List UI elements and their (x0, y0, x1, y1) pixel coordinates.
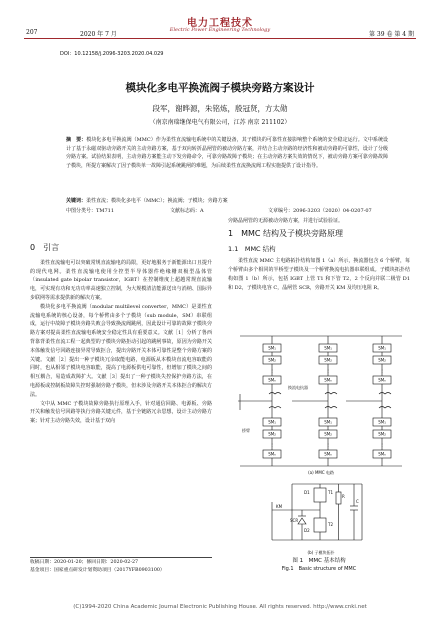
paragraph: 文中从 MMC 子模块故障旁路执行原理入手，针对通信回路、电源板、旁路开关和触发信号回路等执行旁路关键元件，基于全链路冗余思想，设计主动旁路方案；针对主动旁路失效，设计基于双向 (30, 400, 212, 425)
paragraph: 柔性直流 MMC 主电路拓扑结构如图 1（a）所示，换流器包含 6 个桥臂，每个桥臂由多个相同的半桥型子模块及一个桥臂换流电抗器串联组成。子模块拓扑结构如图 1（b）所示，包括 IGBT 上管 T1 和下管 T2，2 个反向并联二极管 D1 和 D2，子模块电容 C，晶闸管 SCR，旁路开关 KM 及均压电阻 R。 (228, 258, 410, 291)
sm-label: SM₁ (378, 419, 386, 425)
component-label: KM (276, 504, 283, 509)
sm-label: SM₂ (268, 431, 276, 437)
keywords-text: 柔性直流；模块化多电平（MMC）；换流阀；子模块；旁路方案 (86, 198, 228, 204)
keywords (66, 197, 388, 205)
figure-caption-en: Fig.1 Basic structure of MMC (281, 566, 357, 572)
clc-number: 中图分类号：TM711 (66, 208, 114, 214)
sm-label: SM₁ (378, 345, 386, 351)
sm-label: SM₁ (268, 419, 276, 425)
sm-label: SMₙ (378, 451, 386, 457)
component-label: T1 (328, 490, 333, 495)
sm-label: SM₂ (378, 357, 386, 363)
doi[interactable]: DOI：10.12158/j.2096-3203.2020.04.029 (60, 51, 164, 57)
abstract-label: 摘 要： (66, 137, 87, 143)
ellipsis: ⋮ (270, 368, 274, 373)
subsection-heading: 1.1 MMC 结构 (228, 244, 276, 253)
sm-label: SMₙ (268, 377, 276, 383)
journal-header (0, 0, 440, 52)
footnote (30, 557, 212, 574)
article-number: 文章编号：2096-3203（2020）04-0207-07 (268, 208, 372, 214)
component-label: D2 (304, 528, 310, 533)
section-heading-mmc: 1 MMC 结构及子模块旁路原理 (228, 228, 344, 238)
abstract-text: 模块化多电平换流阀（MMC）作为柔性直流输电系统中的关键设备，其子模块的可靠性直接影响整个系统的安全稳定运行。文中系统设计了基于永磁双驱动旁路开关的主动旁路方案，基于双向转折晶闸管的被动旁路方案，并结合主动旁路的经济性和被动旁路的可靠性，设计了分级旁路方案。试验结果表明，主动旁路方案能主动下发旁路命令，可靠旁路故障子模块；在主动旁路方案失效的情况下，被动旁路方案可靠旁路故障子模块，所提方案解决了因子模块单一故障引起系统跳闸的难题，为后续柔性直流换流阀工程实施提供了设计指导。 (66, 137, 388, 170)
sm-label: SMₙ (378, 377, 386, 383)
authors: 段军，谢晔源，朱铭炼，殷冠贤，方太勋 (152, 104, 288, 113)
ellipsis: ⋮ (270, 442, 274, 447)
journal-title-cn: 电力工程技术 (187, 18, 253, 29)
sm-label: SM₁ (324, 419, 332, 425)
page-number: 207 (26, 29, 38, 36)
ellipsis: ⋮ (326, 442, 330, 447)
subfigure-b-label: (b) 子模块拓扑 (307, 550, 335, 555)
sm-label: SM₁ (268, 345, 276, 351)
journal-title-en: Electric Power Engineering Technology (169, 27, 271, 33)
figure-caption-cn: 图 1 MMC 基本结构 (292, 558, 346, 564)
bridge-label: 桥臂 (242, 428, 250, 433)
intro-continuation: 旁路晶闸管的无源被动旁路方案，并进行试验验证。 (228, 218, 344, 224)
ellipsis: ⋮ (380, 442, 384, 447)
ellipsis: ⋮ (380, 368, 384, 373)
left-column (30, 240, 212, 426)
subfigure-a-label: (a) MMC 电路 (308, 470, 334, 475)
fund-info: 基金项目：国家重点研发计划资助项目（2017YFB0903100） (30, 567, 165, 573)
received-date: 收稿日期：2020-01-20；修回日期：2020-02-27 (30, 560, 139, 565)
document-code: 文献标志码：A (170, 208, 204, 214)
keywords-label: 关键词： (66, 198, 87, 204)
paragraph: 模块化多电平换流阀（modular multilevel converter，MMC）是柔性直流输电系统的核心设备，每个桥臂由多个子模块（sub module，SM）串联组成，运行中故障子模块旁路失败会导致换流阀跳闸，因此设计可靠的故障子模块旁路方案对提高柔性直流输电系统安全稳定性具有重要意义。文献［1］分析了鲁西背靠背柔性直流工程一起典型的子模块旁路拒动引起的跳闸事故，原因为旁路开关本体触发信号回路连接异常导致拒合，提出旁路开关本体可靠性是整个旁路方案的关键。文献［2］提出一种子模块冗余取能电路，电源板从本模块直流电容取能的同时，也从相邻子模块电容取能，提高了电源板供电可靠性，但增加了模块之间的相互耦合，易造成故障扩大。文献［3］提出了一种子模块失控保护旁路方法，在电源板或控制板故障失控时强制旁路子模块，但未涉及旁路开关本体拒合的解决方法。 (30, 303, 212, 398)
copyright-notice: (C)1994-2020 China Academic Journal Electronic Publishing House. All rights reserved. http://www.cnki.net (73, 604, 367, 610)
paragraph: 柔性直流输电可以突破常规直流输电的局限，更好地服务于新能源出口且提升的现代电网。柔性直流输电使用全控型半导体器件绝缘栅双极型晶体管（insulated gate bipolar transistor，IGBT）在控制维度上超越常规直流输电，可实现有功和无功功率高速独立控制，为大规模清洁能源送出与消纳、国际异步联网等需求提供新的解决方案。 (30, 259, 212, 301)
sm-label: SM₁ (324, 345, 332, 351)
paper-title: 模块化多电平换流阀子模块旁路方案设计 (125, 82, 315, 94)
volume-issue: 第 39 卷 第 4 期 (369, 31, 414, 38)
header-rule (24, 38, 416, 39)
component-label: D1 (304, 490, 310, 495)
sm-label: SMₙ (268, 451, 276, 457)
affiliation: （南京南瑞继保电气有限公司，江苏 南京 211102） (149, 119, 291, 126)
figure-mmc-structure (232, 332, 410, 558)
reactor-label: 换流电抗器 (288, 385, 308, 390)
sm-label: SM₂ (378, 431, 386, 437)
sm-label: SM₂ (268, 357, 276, 363)
sm-label: SMₙ (324, 377, 332, 383)
sm-label: SM₂ (324, 431, 332, 437)
component-label: R (342, 494, 345, 499)
mmc-circuit (238, 336, 402, 466)
abstract (66, 136, 388, 171)
section-heading-intro: 0 引言 (30, 243, 60, 252)
right-column (228, 217, 410, 293)
ellipsis: ⋮ (326, 368, 330, 373)
submodule-topology (272, 484, 362, 540)
component-label: SCR (290, 518, 299, 523)
component-label: T2 (328, 522, 333, 527)
sm-label: SMₙ (324, 451, 332, 457)
issue-date: 2020 年 7 月 (80, 31, 117, 38)
sm-label: SM₂ (324, 357, 332, 363)
component-label: C (356, 499, 359, 504)
